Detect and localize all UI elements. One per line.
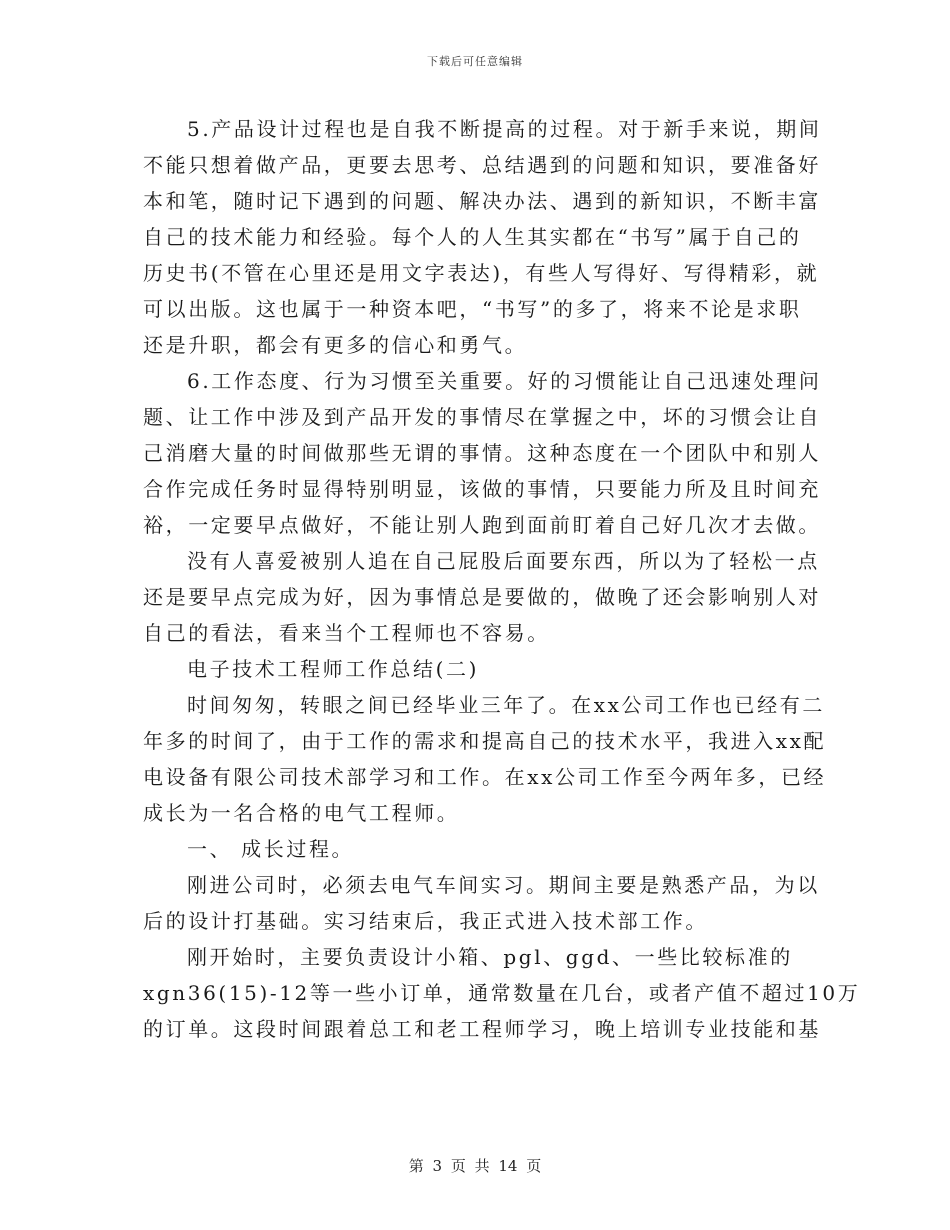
text-line: 5.产品设计过程也是自我不断提高的过程。对于新手来说，期间 xyxy=(187,117,822,141)
subsection-heading: 一、 成长过程。 xyxy=(187,837,355,861)
text-line: 还是升职，都会有更多的信心和勇气。 xyxy=(143,333,528,357)
text-line: 后的设计打基础。实习结束后，我正式进入技术部工作。 xyxy=(143,909,708,933)
text-line: 刚进公司时，必须去电气车间实习。期间主要是熟悉产品，为以 xyxy=(187,873,820,897)
text-line: 可以出版。这也属于一种资本吧，“书写”的多了，将来不论是求职 xyxy=(143,297,802,321)
text-line: 的订单。这段时间跟着总工和老工程师学习，晚上培训专业技能和基 xyxy=(143,1017,821,1041)
text-line: 自己的技术能力和经验。每个人的人生其实都在“书写”属于自己的 xyxy=(143,225,802,249)
document-body xyxy=(143,111,861,1047)
text-line: 电设备有限公司技术部学习和工作。在xx公司工作至今两年多，已经 xyxy=(143,765,827,789)
text-line: 还是要早点完成为好，因为事情总是要做的，做晚了还会影响别人对 xyxy=(143,585,821,609)
text-line: 6.工作态度、行为习惯至关重要。好的习惯能让自己迅速处理问 xyxy=(187,369,822,393)
text-line: 本和笔，随时记下遇到的问题、解决办法、遇到的新知识，不断丰富 xyxy=(143,189,821,213)
text-line: 没有人喜爱被别人追在自己屁股后面要东西，所以为了轻松一点 xyxy=(187,549,820,573)
header-note: 下载后可任意编辑 xyxy=(427,55,523,68)
section-heading: 电子技术工程师工作总结(二) xyxy=(187,657,480,681)
text-line: 年多的时间了，由于工作的需求和提高自己的技术水平，我进入xx配 xyxy=(143,729,827,753)
text-line: 自己的看法，看来当个工程师也不容易。 xyxy=(143,621,550,645)
page-number: 第 3 页 共 14 页 xyxy=(408,1157,542,1175)
text-line: 合作完成任务时显得特别明显，该做的事情，只要能力所及且时间充 xyxy=(143,477,821,501)
text-line: xgn36(15)-12等一些小订单，通常数量在几台，或者产值不超过10万 xyxy=(143,981,861,1005)
text-line: 己消磨大量的时间做那些无谓的事情。这种态度在一个团队中和别人 xyxy=(143,441,821,465)
text-line: 时间匆匆，转眼之间已经毕业三年了。在xx公司工作也已经有二 xyxy=(187,693,825,717)
text-line: 题、让工作中涉及到产品开发的事情尽在掌握之中，坏的习惯会让自 xyxy=(143,405,821,429)
text-line: 不能只想着做产品，更要去思考、总结遇到的问题和知识，要准备好 xyxy=(143,153,821,177)
text-line: 历史书(不管在心里还是用文字表达)，有些人写得好、写得精彩，就 xyxy=(143,261,820,285)
text-line: 裕，一定要早点做好，不能让别人跑到面前盯着自己好几次才去做。 xyxy=(143,513,821,537)
text-line: 成长为一名合格的电气工程师。 xyxy=(143,801,460,825)
text-line: 刚开始时，主要负责设计小箱、pgl、ggd、一些比较标准的 xyxy=(187,945,793,969)
